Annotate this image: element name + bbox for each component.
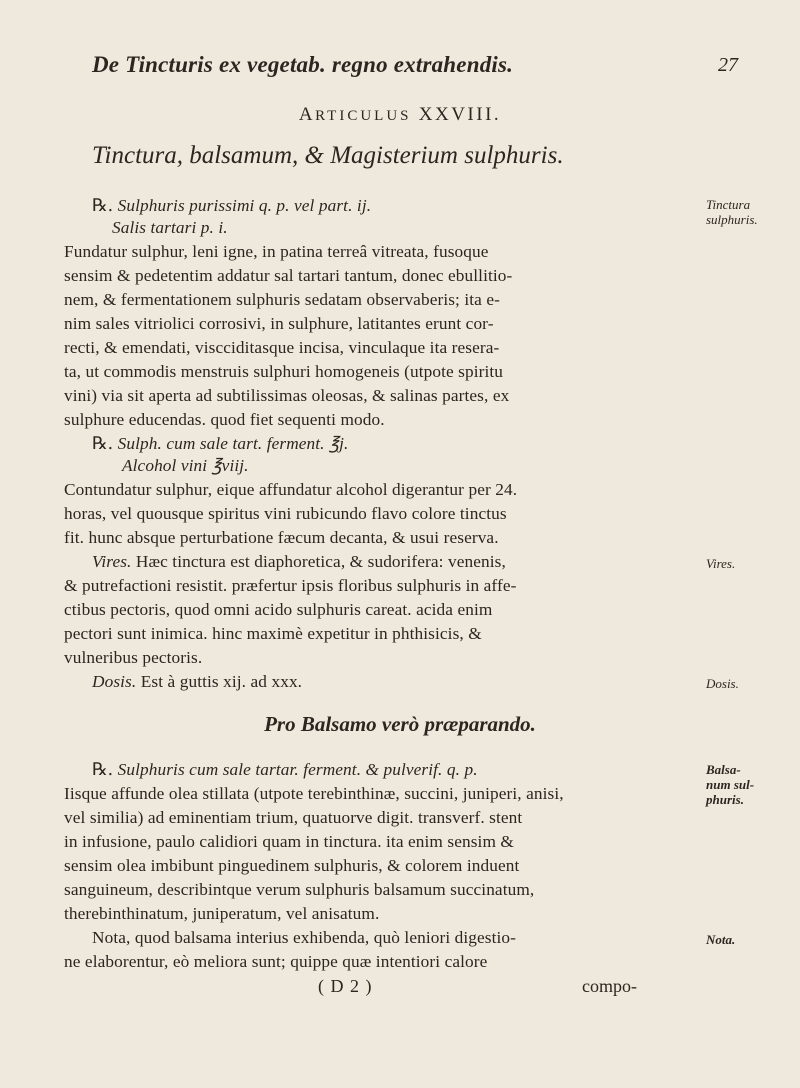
margin-note-nota: Nota. [706, 932, 736, 947]
article-heading [0, 104, 800, 126]
recipe-symbol: ℞. [92, 434, 114, 454]
section-lead: Nota, [92, 928, 131, 947]
text-line: vulneribus pectoris. [64, 648, 203, 667]
text-line [92, 672, 302, 692]
subheading: Pro Balsamo verò præparando. [264, 712, 536, 736]
recipe-line [92, 760, 478, 780]
text-line: vel similia) ad eminentiam trium, quatuorve digit. transverf. stent [64, 808, 523, 827]
page-number: 27 [718, 54, 738, 76]
signature-mark: ( D 2 ) [318, 976, 373, 996]
recipe-symbol: ℞. [92, 760, 114, 780]
text-line: Iisque affunde olea stillata (utpote terebinthinæ, succini, juniperi, anisi, [64, 784, 564, 803]
text-line: Contundatur sulphur, eique affundatur alcohol digerantur per 24. [64, 480, 518, 499]
section-lead: Vires. [92, 552, 132, 571]
recipe-line [92, 196, 371, 216]
catchword: compo- [582, 976, 637, 996]
running-title: De Tincturis ex vegetab. regno extrahendis. [92, 52, 514, 77]
recipe-line: Salis tartari p. i. [112, 218, 228, 237]
article-prefix-rest: RTICULUS [315, 108, 412, 124]
text-line: sulphure educendas. quod fiet sequenti modo. [64, 410, 385, 429]
text-line: therebinthinatum, juniperatum, vel anisatum. [64, 904, 380, 923]
margin-note-balsamum: Balsa- num sul- phuris. [706, 762, 755, 807]
margin-note-dosis: Dosis. [706, 676, 739, 691]
text-content: quod balsama interius exhibenda, quò leniori digestio- [134, 928, 517, 947]
text-line: horas, vel quousque spiritus vini rubicundo flavo colore tinctus [64, 504, 507, 523]
recipe-symbol: ℞. [92, 196, 114, 216]
margin-note-vires: Vires. [706, 556, 736, 571]
text-line: ta, ut commodis menstruis sulphuri homogeneis (utpote spiritu [64, 362, 504, 381]
text-line: ne elaborentur, eò meliora sunt; quippe quæ intentiori calore [64, 952, 488, 971]
text-line: & putrefactioni resistit. præfertur ipsis floribus sulphuris in affe- [64, 576, 517, 595]
text-content: Est à guttis xij. ad xxx. [140, 672, 303, 691]
text-content: Hæc tinctura est diaphoretica, & sudorifera: venenis, [135, 552, 506, 571]
article-number: XXVIII. [418, 104, 502, 125]
running-header [0, 52, 800, 84]
text-line: vini) via sit aperta ad subtilissimas oleosas, & salinas partes, ex [64, 386, 510, 405]
section-lead: Dosis. [92, 672, 137, 691]
text-line: in infusione, paulo calidiori quam in tinctura. ita enim sensim & [64, 832, 514, 851]
text-line: nem, & fermentationem sulphuris sedatam observaberis; ita e- [64, 290, 500, 309]
text-line: Fundatur sulphur, leni igne, in patina terreâ vitreata, fusoque [64, 242, 489, 261]
recipe-line [92, 434, 348, 454]
recipe-text: Sulph. cum sale tart. ferment. ℥j. [117, 434, 349, 453]
article-prefix-initial: A [298, 104, 316, 125]
recipe-text: Sulphuris purissimi q. p. vel part. ij. [117, 196, 372, 215]
section-title: Tinctura, balsamum, & Magisterium sulphuris. [92, 142, 564, 169]
text-line: ctibus pectoris, quod omni acido sulphuris careat. acida enim [64, 600, 493, 619]
recipe-text: Sulphuris cum sale tartar. ferment. & pulverif. q. p. [117, 760, 478, 779]
text-line: nim sales vitriolici corrosivi, in sulphure, latitantes erunt cor- [64, 314, 494, 333]
text-line [92, 928, 516, 948]
text-line: sanguineum, describintque verum sulphuris balsamum succinatum, [64, 880, 535, 899]
margin-note-tinctura: Tinctura sulphuris. [706, 197, 758, 227]
recipe-line: Alcohol vini ℥viij. [122, 456, 249, 475]
text-line: sensim & pedetentim addatur sal tartari tantum, donec ebullitio- [64, 266, 513, 285]
text-line: pectori sunt inimica. hinc maximè expetitur in phthisicis, & [64, 624, 482, 643]
text-line: recti, & emendati, viscciditasque incisa, vinculaque ita resera- [64, 338, 500, 357]
text-line: fit. hunc absque perturbatione fæcum decanta, & usui reserva. [64, 528, 499, 547]
text-line [92, 552, 506, 572]
text-line: sensim olea imbibunt pinguedinem sulphuris, & colorem induent [64, 856, 520, 875]
